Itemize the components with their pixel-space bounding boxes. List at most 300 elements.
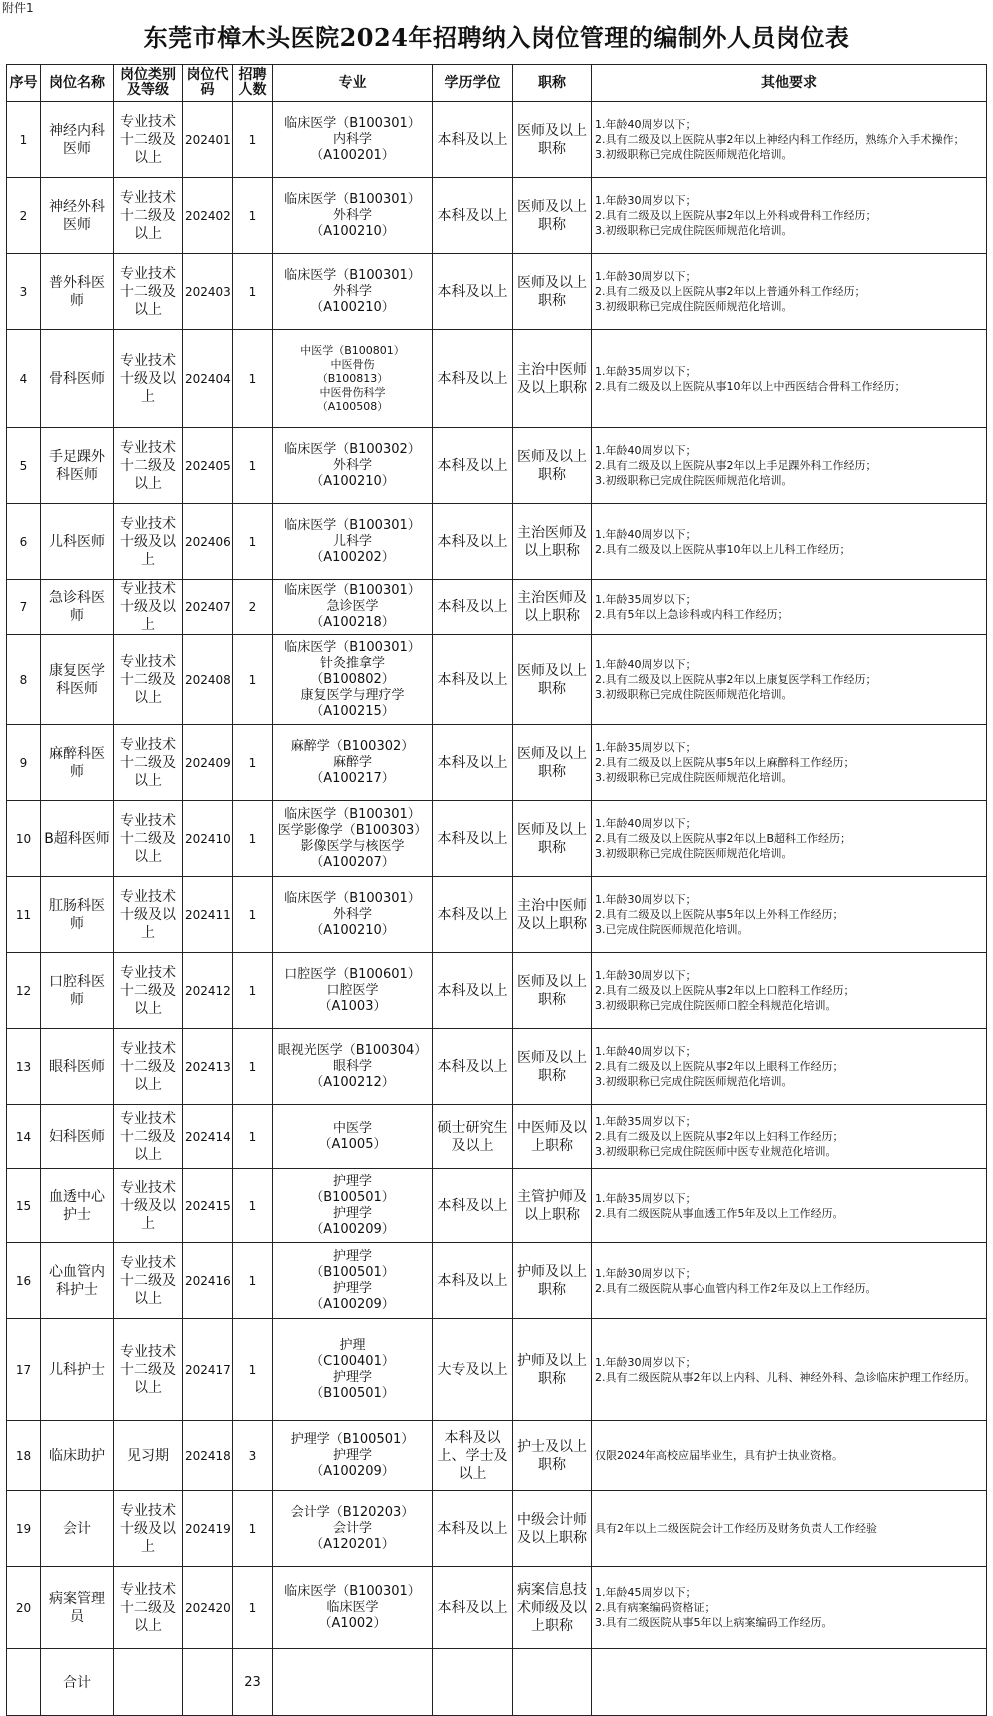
cell-seq: 6 [7, 504, 41, 580]
cell-education: 本科及以上 [433, 428, 513, 504]
major-line: 麻醉学（B100302） [290, 738, 415, 754]
cell-position-code: 202405 [183, 428, 233, 504]
cell-major [273, 178, 433, 254]
cell-category: 专业技术十二级及以上 [114, 635, 183, 725]
cell-education: 本科及以上 [433, 504, 513, 580]
cell-position-code: 202413 [183, 1029, 233, 1105]
requirement-line: 1.年龄40周岁以下； [595, 817, 697, 830]
requirement-line: 1.年龄35周岁以下； [595, 1191, 697, 1205]
cell-requirements [592, 801, 987, 877]
cell-requirements [592, 1491, 987, 1567]
major-line: 临床医学（B100301） [284, 517, 421, 533]
major-line: 临床医学（B100301） [284, 806, 421, 822]
cell-position-name: 骨科医师 [41, 330, 114, 428]
cell-professional-title: 护师及以上职称 [513, 1243, 592, 1319]
major-line: 护理 [339, 1337, 366, 1353]
cell-requirements [592, 877, 987, 953]
cell-education: 本科及以上 [433, 254, 513, 330]
cell-category: 专业技术十二级及以上 [114, 1243, 183, 1319]
major-line: （C100401） [310, 1353, 395, 1369]
major-line: 临床医学（B100301） [284, 890, 421, 906]
cell-position-code: 202416 [183, 1243, 233, 1319]
cell-education: 本科及以上 [433, 1169, 513, 1243]
major-line: 临床医学（B100302） [284, 441, 421, 457]
cell-major [273, 635, 433, 725]
cell-hire-count: 1 [233, 635, 273, 725]
cell-position-code: 202404 [183, 330, 233, 428]
table-row [7, 1421, 987, 1491]
table-row [7, 953, 987, 1029]
cell-seq: 11 [7, 877, 41, 953]
cell-hire-count: 1 [233, 1105, 273, 1169]
cell-hire-count: 1 [233, 1243, 273, 1319]
cell-category: 见习期 [114, 1421, 183, 1491]
requirement-line: 1.年龄35周岁以下； [595, 741, 697, 754]
cell-requirements [592, 1029, 987, 1105]
major-line: 医学影像学（B100303） [277, 822, 428, 838]
cell-seq: 19 [7, 1491, 41, 1567]
cell-hire-count: 1 [233, 330, 273, 428]
major-line: （A100210） [310, 922, 395, 938]
major-line: 临床医学 [326, 1599, 379, 1615]
cell-position-name: 病案管理员 [41, 1567, 114, 1649]
cell-seq: 2 [7, 178, 41, 254]
cell-category: 专业技术十级及以上 [114, 1169, 183, 1243]
cell-position-name: 手足踝外科医师 [41, 428, 114, 504]
major-line: 临床医学（B100301） [284, 115, 421, 131]
cell-seq: 20 [7, 1567, 41, 1649]
cell-category: 专业技术十级及以上 [114, 580, 183, 635]
cell-position-code: 202419 [183, 1491, 233, 1567]
header-education: 学历学位 [433, 65, 513, 102]
cell-hire-count: 1 [233, 1567, 273, 1649]
cell-hire-count: 1 [233, 1029, 273, 1105]
cell-major [273, 1029, 433, 1105]
major-line: 口腔医学 [326, 982, 379, 998]
cell-hire-count: 1 [233, 1169, 273, 1243]
cell-professional-title: 主治医师及以上职称 [513, 504, 592, 580]
requirement-line: 3.初级职称已完成住院医师规范化培训。 [595, 148, 793, 161]
cell-professional-title: 医师及以上职称 [513, 254, 592, 330]
cell-position-name: 康复医学科医师 [41, 635, 114, 725]
table-row [7, 635, 987, 725]
major-line: 中医骨伤科学 [319, 385, 386, 399]
requirement-line: 2.具有二级及以上医院从事2年以上眼科工作经历； [595, 1060, 844, 1073]
major-line: 中医学 [332, 1120, 372, 1136]
cell-major [273, 801, 433, 877]
cell-position-code: 202406 [183, 504, 233, 580]
major-line: （A100217） [310, 770, 395, 786]
requirement-line: 1.年龄40周岁以下； [595, 658, 697, 671]
cell-category: 专业技术十二级及以上 [114, 428, 183, 504]
total-code [183, 1649, 233, 1716]
cell-seq: 13 [7, 1029, 41, 1105]
requirement-line: 具有2年以上二级医院会计工作经历及财务负责人工作经验 [595, 1522, 877, 1535]
major-line: 护理学 [332, 1369, 372, 1385]
header-count: 招聘人数 [233, 65, 273, 102]
cell-requirements [592, 725, 987, 801]
requirement-line: 2.具有5年以上急诊科或内科工作经历； [595, 608, 789, 621]
requirement-line: 1.年龄40周岁以下； [595, 444, 697, 457]
cell-education: 本科及以上、学士及以上 [433, 1421, 513, 1491]
cell-position-name: 神经内科医师 [41, 102, 114, 178]
major-line: 临床医学（B100301） [284, 267, 421, 283]
major-line: 眼科学 [332, 1058, 372, 1074]
major-line: （A100508） [316, 399, 389, 413]
header-major: 专业 [273, 65, 433, 102]
cell-requirements [592, 635, 987, 725]
cell-position-name: 肛肠科医师 [41, 877, 114, 953]
cell-education: 大专及以上 [433, 1319, 513, 1421]
cell-requirements [592, 1243, 987, 1319]
table-row [7, 428, 987, 504]
major-line: 影像医学与核医学 [300, 838, 405, 854]
cell-category: 专业技术十级及以上 [114, 1491, 183, 1567]
requirement-line: 2.具有二级医院从事血透工作5年及以上工作经历。 [595, 1206, 844, 1220]
cell-requirements [592, 580, 987, 635]
cell-position-code: 202417 [183, 1319, 233, 1421]
cell-professional-title: 中级会计师及以上职称 [513, 1491, 592, 1567]
major-line: （B100501） [310, 1385, 395, 1401]
cell-requirements [592, 428, 987, 504]
major-line: （A100210） [310, 473, 395, 489]
major-line: 急诊医学 [326, 599, 379, 614]
cell-category: 专业技术十二级及以上 [114, 725, 183, 801]
cell-position-name: 眼科医师 [41, 1029, 114, 1105]
requirement-line: 2.具有二级及以上医院从事2年以上康复医学科工作经历； [595, 673, 877, 686]
cell-position-name: 会计 [41, 1491, 114, 1567]
cell-education: 本科及以上 [433, 801, 513, 877]
major-line: （B100802） [310, 671, 395, 687]
table-row [7, 801, 987, 877]
major-line: 护理学 [332, 1205, 372, 1221]
cell-requirements [592, 1105, 987, 1169]
requirement-line: 3.初级职称已完成住院医师规范化培训。 [595, 300, 793, 313]
cell-category: 专业技术十级及以上 [114, 504, 183, 580]
cell-education: 本科及以上 [433, 580, 513, 635]
header-name: 岗位名称 [41, 65, 114, 102]
cell-position-code: 202402 [183, 178, 233, 254]
major-line: 会计学 [332, 1520, 372, 1536]
cell-seq: 1 [7, 102, 41, 178]
cell-professional-title: 医师及以上职称 [513, 953, 592, 1029]
requirement-line: 1.年龄35周岁以下； [595, 593, 697, 606]
cell-requirements [592, 504, 987, 580]
cell-position-code: 202410 [183, 801, 233, 877]
major-line: 会计学（B120203） [290, 1504, 415, 1520]
cell-seq: 18 [7, 1421, 41, 1491]
cell-professional-title: 病案信息技术师级及以上职称 [513, 1567, 592, 1649]
cell-major [273, 102, 433, 178]
major-line: 针灸推拿学 [319, 655, 385, 671]
major-line: （A100210） [310, 299, 395, 315]
cell-hire-count: 3 [233, 1421, 273, 1491]
cell-education: 本科及以上 [433, 635, 513, 725]
cell-major [273, 428, 433, 504]
cell-education: 硕士研究生及以上 [433, 1105, 513, 1169]
table-row [7, 1491, 987, 1567]
attachment-label: 附件1 [2, 1, 34, 15]
positions-table [6, 64, 987, 1716]
requirement-line: 2.具有二级及以上医院从事2年以上手足踝外科工作经历； [595, 459, 877, 472]
header-title: 职称 [513, 65, 592, 102]
major-line: （A1003） [318, 998, 387, 1014]
cell-position-name: 儿科护士 [41, 1319, 114, 1421]
cell-major [273, 1319, 433, 1421]
total-major [273, 1649, 433, 1716]
total-education [433, 1649, 513, 1716]
header-category: 岗位类别及等级 [114, 65, 183, 102]
cell-requirements [592, 1567, 987, 1649]
requirement-line: 1.年龄45周岁以下； [595, 1586, 697, 1599]
requirement-line: 1.年龄35周岁以下； [595, 364, 697, 378]
header-seq: 序号 [7, 65, 41, 102]
cell-major [273, 330, 433, 428]
cell-position-code: 202414 [183, 1105, 233, 1169]
cell-requirements [592, 102, 987, 178]
cell-professional-title: 主治医师及以上职称 [513, 580, 592, 635]
requirement-line: 1.年龄30周岁以下； [595, 1355, 697, 1369]
cell-category: 专业技术十级及以上 [114, 330, 183, 428]
requirement-line: 1.年龄30周岁以下； [595, 270, 697, 283]
cell-professional-title: 医师及以上职称 [513, 102, 592, 178]
cell-seq: 5 [7, 428, 41, 504]
cell-requirements [592, 1421, 987, 1491]
requirement-line: 仅限2024年高校应届毕业生，具有护士执业资格。 [595, 1449, 843, 1462]
cell-major [273, 580, 433, 635]
cell-seq: 8 [7, 635, 41, 725]
major-line: 中医学（B100801） [300, 343, 405, 357]
table-row [7, 330, 987, 428]
cell-requirements [592, 178, 987, 254]
cell-major [273, 254, 433, 330]
cell-position-name: 普外科医师 [41, 254, 114, 330]
cell-major [273, 953, 433, 1029]
major-line: 外科学 [332, 283, 372, 299]
cell-position-name: 神经外科医师 [41, 178, 114, 254]
cell-hire-count: 1 [233, 725, 273, 801]
major-line: 护理学 [332, 1248, 372, 1264]
requirement-line: 2.具有二级及以上医院从事2年以上B超科工作经历； [595, 832, 852, 845]
cell-category: 专业技术十二级及以上 [114, 1567, 183, 1649]
cell-professional-title: 医师及以上职称 [513, 1029, 592, 1105]
major-line: 内科学 [332, 131, 372, 147]
cell-category: 专业技术十二级及以上 [114, 1029, 183, 1105]
major-line: （B100501） [310, 1264, 395, 1280]
cell-professional-title: 医师及以上职称 [513, 725, 592, 801]
cell-requirements [592, 330, 987, 428]
requirement-line: 1.年龄30周岁以下； [595, 1266, 697, 1280]
cell-category: 专业技术十二级及以上 [114, 1105, 183, 1169]
requirement-line: 2.具有二级及以上医院从事5年以上麻醉科工作经历； [595, 756, 855, 769]
requirement-line: 2.具有二级及以上医院从事2年以上妇科工作经历； [595, 1130, 844, 1143]
cell-hire-count: 1 [233, 1491, 273, 1567]
cell-position-code: 202411 [183, 877, 233, 953]
cell-position-name: 急诊科医师 [41, 580, 114, 635]
cell-education: 本科及以上 [433, 102, 513, 178]
cell-position-code: 202412 [183, 953, 233, 1029]
total-seq [7, 1649, 41, 1716]
table-row [7, 1169, 987, 1243]
cell-category: 专业技术十二级及以上 [114, 953, 183, 1029]
requirement-line: 3.初级职称已完成住院医师规范化培训。 [595, 847, 793, 860]
requirement-line: 3.具有二级医院从事5年以上病案编码工作经历。 [595, 1616, 833, 1629]
major-line: （A100209） [310, 1221, 395, 1237]
cell-seq: 10 [7, 801, 41, 877]
cell-position-name: 妇科医师 [41, 1105, 114, 1169]
cell-hire-count: 2 [233, 580, 273, 635]
major-line: 临床医学（B100301） [284, 639, 421, 655]
cell-seq: 3 [7, 254, 41, 330]
cell-category: 专业技术十二级及以上 [114, 178, 183, 254]
table-row [7, 580, 987, 635]
cell-hire-count: 1 [233, 102, 273, 178]
cell-position-name: 心血管内科护士 [41, 1243, 114, 1319]
cell-seq: 15 [7, 1169, 41, 1243]
header-requirements: 其他要求 [592, 65, 987, 102]
major-line: 临床医学（B100301） [284, 191, 421, 207]
cell-professional-title: 医师及以上职称 [513, 635, 592, 725]
cell-hire-count: 1 [233, 953, 273, 1029]
cell-professional-title: 医师及以上职称 [513, 178, 592, 254]
cell-position-code: 202403 [183, 254, 233, 330]
major-line: （A100215） [310, 703, 395, 719]
major-line: 口腔医学（B100601） [284, 966, 421, 982]
cell-category: 专业技术十二级及以上 [114, 254, 183, 330]
requirement-line: 2.具有二级及以上医院从事5年以上外科工作经历； [595, 908, 844, 921]
table-row [7, 1029, 987, 1105]
cell-position-code: 202408 [183, 635, 233, 725]
requirement-line: 3.初级职称已完成住院医师规范化培训。 [595, 688, 793, 701]
header-code: 岗位代码 [183, 65, 233, 102]
cell-category: 专业技术十级及以上 [114, 877, 183, 953]
cell-education: 本科及以上 [433, 178, 513, 254]
cell-position-name: B超科医师 [41, 801, 114, 877]
cell-major [273, 1105, 433, 1169]
cell-professional-title: 中医师及以上职称 [513, 1105, 592, 1169]
requirement-line: 2.具有二级及以上医院从事2年以上神经内科工作经历，熟练介入手术操作； [595, 133, 965, 146]
cell-category: 专业技术十二级及以上 [114, 1319, 183, 1421]
total-title [513, 1649, 592, 1716]
requirement-line: 2.具有二级及以上医院从事2年以上外科或骨科工作经历； [595, 209, 877, 222]
cell-professional-title: 护士及以上职称 [513, 1421, 592, 1491]
cell-professional-title: 主治中医师及以上职称 [513, 330, 592, 428]
cell-position-code: 202420 [183, 1567, 233, 1649]
cell-education: 本科及以上 [433, 1029, 513, 1105]
total-category [114, 1649, 183, 1716]
cell-hire-count: 1 [233, 504, 273, 580]
major-line: 儿科学 [332, 533, 372, 549]
table-row [7, 877, 987, 953]
major-line: 护理学 [332, 1173, 372, 1189]
major-line: （A1002） [318, 1615, 387, 1631]
cell-position-code: 202407 [183, 580, 233, 635]
table-row [7, 1319, 987, 1421]
total-row [7, 1649, 987, 1716]
major-line: 康复医学与理疗学 [300, 687, 405, 703]
major-line: （A100207） [310, 854, 395, 870]
cell-education: 本科及以上 [433, 877, 513, 953]
cell-seq: 16 [7, 1243, 41, 1319]
major-line: （A100202） [310, 549, 395, 565]
major-line: 外科学 [332, 457, 372, 473]
major-line: （B100813） [316, 371, 389, 385]
major-line: （A100209） [310, 1463, 395, 1479]
requirement-line: 1.年龄30周岁以下； [595, 969, 697, 982]
cell-education: 本科及以上 [433, 1243, 513, 1319]
cell-major [273, 1169, 433, 1243]
major-line: （A100212） [310, 1074, 395, 1090]
major-line: 护理学（B100501） [290, 1431, 415, 1447]
requirement-line: 1.年龄30周岁以下； [595, 893, 697, 906]
cell-hire-count: 1 [233, 428, 273, 504]
major-line: 麻醉学 [332, 754, 372, 770]
cell-major [273, 1567, 433, 1649]
major-line: （B100501） [310, 1189, 395, 1205]
requirement-line: 2.具有二级及以上医院从事10年以上儿科工作经历； [595, 542, 851, 556]
cell-position-name: 临床助护 [41, 1421, 114, 1491]
requirement-line: 2.具有病案编码资格证； [595, 1601, 716, 1614]
requirement-line: 3.初级职称已完成住院医师规范化培训。 [595, 771, 793, 784]
cell-hire-count: 1 [233, 877, 273, 953]
requirement-line: 1.年龄40周岁以下； [595, 1045, 697, 1058]
requirement-line: 3.初级职称已完成住院医师规范化培训。 [595, 474, 793, 487]
cell-education: 本科及以上 [433, 330, 513, 428]
cell-category: 专业技术十二级及以上 [114, 102, 183, 178]
cell-professional-title: 医师及以上职称 [513, 428, 592, 504]
cell-position-name: 儿科医师 [41, 504, 114, 580]
cell-hire-count: 1 [233, 1319, 273, 1421]
requirement-line: 2.具有二级医院从事2年以上内科、儿科、神经外科、急诊临床护理工作经历。 [595, 1370, 976, 1384]
table-row [7, 254, 987, 330]
requirement-line: 2.具有二级及以上医院从事2年以上普通外科工作经历； [595, 285, 866, 298]
cell-seq: 12 [7, 953, 41, 1029]
requirement-line: 2.具有二级及以上医院从事2年以上口腔科工作经历； [595, 984, 855, 997]
cell-major [273, 725, 433, 801]
cell-seq: 9 [7, 725, 41, 801]
cell-requirements [592, 1319, 987, 1421]
cell-major [273, 1421, 433, 1491]
major-line: （A100201） [310, 147, 395, 163]
cell-seq: 17 [7, 1319, 41, 1421]
cell-professional-title: 护师及以上职称 [513, 1319, 592, 1421]
cell-education: 本科及以上 [433, 953, 513, 1029]
cell-major [273, 504, 433, 580]
requirement-line: 1.年龄40周岁以下； [595, 527, 697, 541]
cell-hire-count: 1 [233, 801, 273, 877]
cell-position-name: 血透中心护士 [41, 1169, 114, 1243]
table-row [7, 102, 987, 178]
table-row [7, 504, 987, 580]
requirement-line: 2.具有二级及以上医院从事10年以上中西医结合骨科工作经历； [595, 379, 906, 393]
major-line: （A100218） [310, 615, 395, 630]
major-line: 中医骨伤 [330, 357, 375, 371]
table-row [7, 725, 987, 801]
cell-professional-title: 主治中医师及以上职称 [513, 877, 592, 953]
table-row [7, 1567, 987, 1649]
cell-major [273, 877, 433, 953]
cell-seq: 7 [7, 580, 41, 635]
requirement-line: 3.初级职称已完成住院医师规范化培训。 [595, 224, 793, 237]
major-line: 外科学 [332, 207, 372, 223]
cell-position-code: 202401 [183, 102, 233, 178]
major-line: （A1005） [318, 1136, 387, 1152]
requirement-line: 1.年龄30周岁以下； [595, 194, 697, 207]
page-title: 东莞市樟木头医院2024年招聘纳入岗位管理的编制外人员岗位表 [143, 23, 850, 52]
cell-category: 专业技术十二级及以上 [114, 801, 183, 877]
requirement-line: 1.年龄35周岁以下； [595, 1115, 697, 1128]
cell-requirements [592, 254, 987, 330]
